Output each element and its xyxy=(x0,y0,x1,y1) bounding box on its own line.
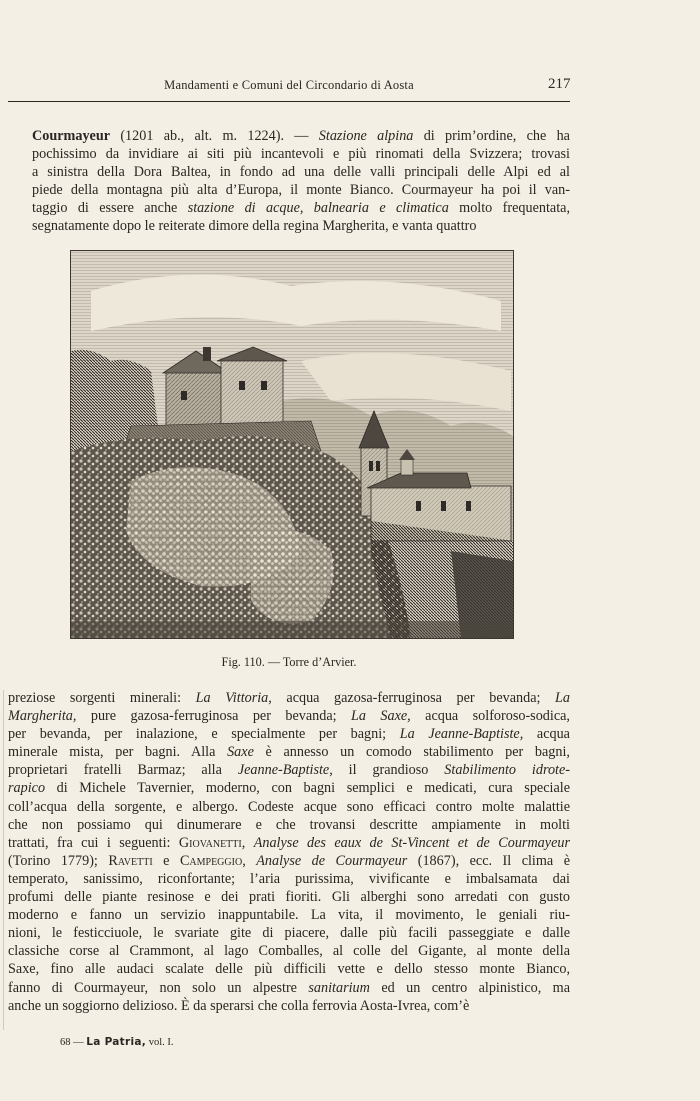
text-run: coll’acqua della sorgente, e albergo. Codeste acque sono efficaci contro molte malattie xyxy=(8,798,570,815)
text-run: acqua solforoso-sodica, xyxy=(410,708,570,725)
paragraph-courmayeur xyxy=(8,127,570,236)
text-run: di Michele Tavernier, moderno, con bagni semplici e medicati, cura speciale xyxy=(45,780,570,797)
text-run: ed un centro alpinistico, ma xyxy=(369,979,571,996)
text-line xyxy=(8,852,570,870)
text-line xyxy=(8,834,570,852)
text-line xyxy=(8,924,570,942)
publication-title: La Patria, xyxy=(86,1036,147,1048)
text-line xyxy=(8,888,570,906)
italic-run: La Saxe, xyxy=(351,708,411,725)
author-name: Campeggio xyxy=(179,852,243,869)
signature-footer xyxy=(60,1036,173,1048)
text-line xyxy=(8,979,570,997)
text-run: trattati, fra cui i seguenti: xyxy=(8,834,179,851)
text-run: è annesso un comodo stabilimento per bagni, xyxy=(253,744,570,761)
text-run: segnatamente dopo le reiterate dimore della regina Margherita, e vanta quattro xyxy=(32,218,477,235)
text-run: profumi delle piante resinose e dei prati fioriti. Gli alberghi sono arredati con gusto xyxy=(8,889,570,906)
text-run: pochissimo da invidiare ai siti più incantevoli e più rinomati della Svizzera; trovasi xyxy=(32,146,570,163)
italic-run: Analyse des eaux de St-Vincent et de Courmayeur xyxy=(253,834,570,851)
text-run: classiche corse al Crammont, al lago Comballes, al colle del Gigante, al monte della xyxy=(8,943,570,960)
paragraph-sorgenti xyxy=(8,689,570,1015)
text-line xyxy=(8,997,570,1015)
volume-label: vol. I. xyxy=(148,1037,174,1048)
italic-run: Jeanne-Baptiste, xyxy=(237,762,333,779)
text-line xyxy=(8,163,570,181)
author-name: Ravetti xyxy=(108,852,153,869)
italic-run: sanitarium xyxy=(308,979,370,996)
text-run: e xyxy=(152,852,180,869)
text-run: proprietari fratelli Barmaz; alla xyxy=(8,762,238,779)
text-line xyxy=(8,816,570,834)
figure-caption: Fig. 110. — Torre d’Arvier. xyxy=(221,655,357,669)
text-run: temperato, sanissimo, riconfortante; l’aria purissima, vivificante e imbalsamata dai xyxy=(8,870,570,887)
italic-run: Stazione alpina xyxy=(318,128,414,144)
text-run: preziose sorgenti minerali: xyxy=(8,690,196,706)
text-run: fanno di Courmayeur, non solo un alpestre xyxy=(8,979,309,996)
page-number: 217 xyxy=(548,76,571,92)
text-line xyxy=(8,761,570,779)
text-line xyxy=(8,870,570,888)
text-line xyxy=(8,942,570,960)
text-run: acqua gazosa-ferruginosa per bevanda; xyxy=(271,690,555,706)
text-line xyxy=(8,798,570,816)
text-run: per bevanda, per inalazione, e specialmente per bagni; xyxy=(8,726,400,743)
text-run: , xyxy=(241,834,254,851)
torre-arvier-engraving xyxy=(71,251,513,638)
text-run: taggio di essere anche xyxy=(32,200,188,217)
line-rest xyxy=(110,128,570,144)
italic-run: rapico xyxy=(8,780,46,797)
text-line xyxy=(8,199,570,217)
text-run: acqua xyxy=(523,726,570,743)
text-line xyxy=(8,779,570,797)
text-run: minerale mista, per bagni. Alla xyxy=(8,744,228,761)
text-line xyxy=(8,743,570,761)
text-run: piede della montagna più alta d’Europa, il monte Bianco. Courmayeur ha poi il van- xyxy=(32,182,570,199)
italic-run: Margherita, xyxy=(8,708,77,725)
text-run: il grandioso xyxy=(332,762,445,779)
text-run: (1867), ecc. Il clima è xyxy=(407,852,570,869)
text-line xyxy=(8,217,570,235)
text-run: (1201 ab., alt. m. 1224). — xyxy=(110,128,319,144)
engraving-figure xyxy=(70,250,514,639)
text-line xyxy=(8,145,570,163)
text-run: di prim’ordine, che ha xyxy=(413,128,570,144)
header-rule xyxy=(8,101,570,102)
text-line xyxy=(8,181,570,199)
author-name: Giovanetti xyxy=(178,834,242,851)
text-line xyxy=(8,127,570,145)
text-run: a sinistra della Dora Baltea, in fondo ad una delle valli principali delle Alpi ed al xyxy=(32,164,570,181)
text-run: moderno e fanno un servizio inappuntabile. La vita, il movimento, le geniali riu- xyxy=(8,907,570,924)
italic-run: Analyse de Courmayeur xyxy=(256,852,408,869)
italic-run: Stabilimento idrote- xyxy=(444,762,571,779)
text-run: pure gazosa-ferruginosa per bevanda; xyxy=(76,708,351,725)
running-head: Mandamenti e Comuni del Circondario di Aosta xyxy=(164,78,414,92)
italic-run: La xyxy=(555,690,570,706)
text-run: , xyxy=(242,852,257,869)
italic-run: La Jeanne-Baptiste, xyxy=(399,726,524,743)
margin-mark xyxy=(3,690,4,1030)
lead-term: Courmayeur xyxy=(32,128,111,144)
text-run: (Torino 1779); xyxy=(8,852,109,869)
signature-number: 68 — xyxy=(60,1037,84,1048)
italic-run: La Vittoria, xyxy=(195,690,272,706)
text-line xyxy=(8,707,570,725)
text-run: molto frequentata, xyxy=(448,200,570,217)
text-run: nioni, le festicciuole, le svariate gite di piacere, dalle più facili passeggiate e dalle xyxy=(8,925,570,942)
text-run: anche un soggiorno delizioso. È da sperarsi che colla ferrovia Aosta-Ivrea, com’è xyxy=(8,997,470,1014)
italic-run: stazione di acque, balnearia e climatica xyxy=(187,200,449,217)
text-line xyxy=(8,906,570,924)
text-line xyxy=(8,960,570,978)
text-run: Saxe, fino alle audaci scalate delle più difficili vette e dello stesso monte Bianco, xyxy=(8,961,570,978)
text-line xyxy=(8,689,570,707)
italic-run: Saxe xyxy=(227,744,254,761)
text-run: che non possiamo qui dinumerare e che trovansi descritte ampiamente in molti xyxy=(8,816,570,833)
text-line xyxy=(8,725,570,743)
